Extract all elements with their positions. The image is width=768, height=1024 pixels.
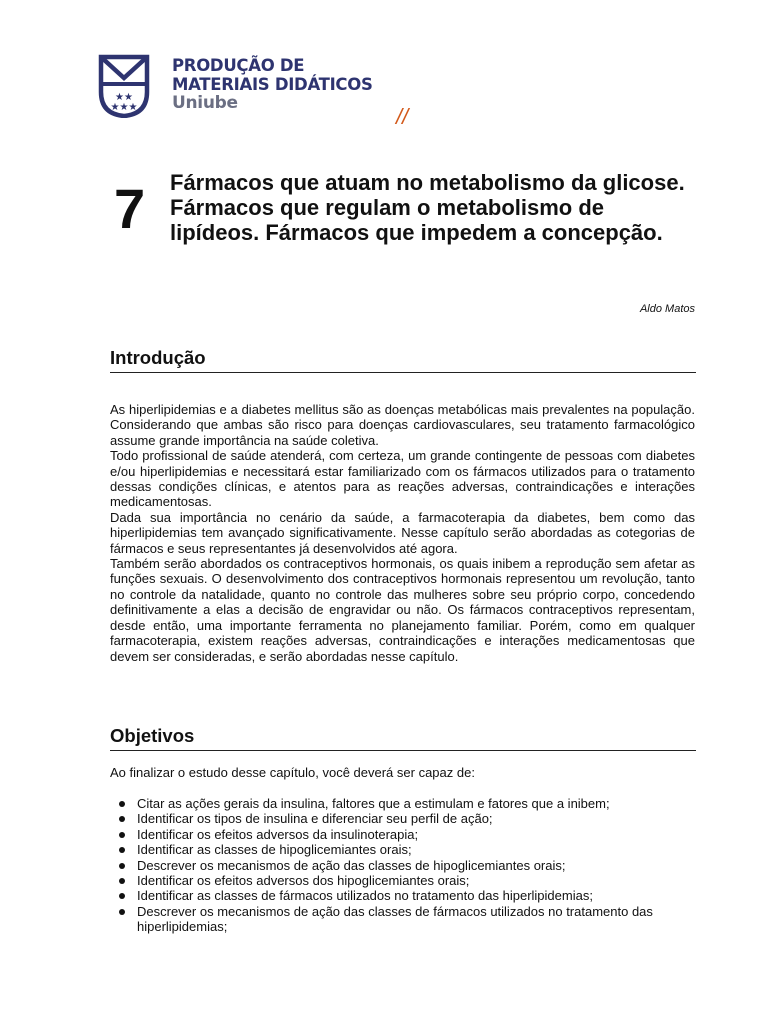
logo-line-3: Uniube — [172, 93, 238, 113]
objectives-heading: Objetivos — [110, 725, 696, 751]
publisher-logo — [98, 54, 373, 118]
page-mark: // — [396, 104, 409, 129]
intro-heading: Introdução — [110, 347, 696, 373]
bullet-icon — [119, 893, 125, 899]
logo-line-1: PRODUÇÃO DE — [172, 56, 305, 75]
list-item-text: Citar as ações gerais da insulina, faltores que a estimulam e fatores que a inibem; — [137, 796, 610, 811]
list-item — [110, 888, 695, 903]
intro-paragraph: Todo profissional de saúde atenderá, com certeza, um grande contingente de pessoas com diabetes e/ou hiperlipidemias e necessitará estar familiarizado com os fármacos utilizados para o tratamento dessas condições clínicas, e atentos para as reações adversas, contraindicações e interações medicamentosas. — [110, 448, 695, 510]
chapter-title: Fármacos que atuam no metabolismo da glicose. Fármacos que regulam o metabolismo de lipídeos. Fármacos que impedem a concepção. — [170, 170, 685, 245]
shield-logo-icon — [98, 54, 150, 118]
bullet-icon — [119, 832, 125, 838]
list-item-text: Identificar os efeitos adversos dos hipoglicemiantes orais; — [137, 873, 470, 889]
svg-text:★★★: ★★★ — [110, 102, 138, 113]
list-item-text: Identificar as classes de hipoglicemiantes orais; — [137, 842, 412, 858]
author-name: Aldo Matos — [639, 303, 695, 315]
list-item — [110, 827, 695, 842]
bullet-icon — [119, 878, 125, 884]
list-item-text: Descrever os mecanismos de ação das classes de fármacos utilizados no tratamento das hiperlipidemias; — [137, 903, 653, 935]
bullet-icon — [119, 816, 125, 822]
intro-body — [110, 402, 695, 664]
list-item-text: Descrever os mecanismos de ação das classes de hipoglicemiantes orais; — [137, 857, 566, 873]
intro-paragraph: Também serão abordados os contraceptivos hormonais, os quais inibem a reprodução sem afetar as funções sexuais. O desenvolvimento dos contraceptivos hormonais representou um revolução, tanto no controle da natalidade, quanto no controle das mulheres sobre seu próprio corpo, concedendo definitivamente a elas a decisão de engravidar ou não. Os fármacos contraceptivos representam, desde então, uma importante ferramenta no planejamento familiar. Porém, como em qualquer farmacoterapia, existem reações adversas, contraindicações e interações medicamentosas que devem ser consideradas, e serão abordadas nesse capítulo. — [110, 556, 695, 664]
list-item-text: Identificar os tipos de insulina e diferenciar seu perfil de ação; — [137, 811, 493, 827]
list-item — [110, 796, 695, 811]
intro-paragraph: Dada sua importância no cenário da saúde, a farmacoterapia da diabetes, bem como das hiperlipidemias tem avançado significativamente. Nesse capítulo serão abordadas as cotegorias de fármacos e seus representantes já desenvolvidos até agora. — [110, 509, 695, 556]
bullet-icon — [119, 909, 125, 915]
objectives-lead: Ao finalizar o estudo desse capítulo, você deverá ser capaz de: — [110, 765, 475, 780]
svg-text:★★: ★★ — [115, 92, 133, 103]
intro-paragraph: As hiperlipidemias e a diabetes mellitus são as doenças metabólicas mais prevalentes na população. Considerando que ambas são risco para doenças cardiovasculares, seu tratamento farmacológico assume grande importância na saúde coletiva. — [110, 402, 695, 448]
bullet-icon — [119, 801, 125, 807]
list-item — [110, 842, 695, 857]
logo-line-2: MATERIAIS DIDÁTICOS — [172, 75, 373, 94]
list-item — [110, 904, 695, 935]
list-item — [110, 873, 695, 888]
bullet-icon — [119, 863, 125, 869]
objectives-list — [110, 796, 695, 935]
list-item-text: Identificar os efeitos adversos da insulinoterapia; — [137, 826, 419, 842]
bullet-icon — [119, 847, 125, 853]
list-item-text: Identificar as classes de fármacos utilizados no tratamento das hiperlipidemias; — [137, 888, 593, 904]
chapter-number: 7 — [114, 177, 146, 240]
list-item — [110, 811, 695, 826]
list-item — [110, 858, 695, 873]
